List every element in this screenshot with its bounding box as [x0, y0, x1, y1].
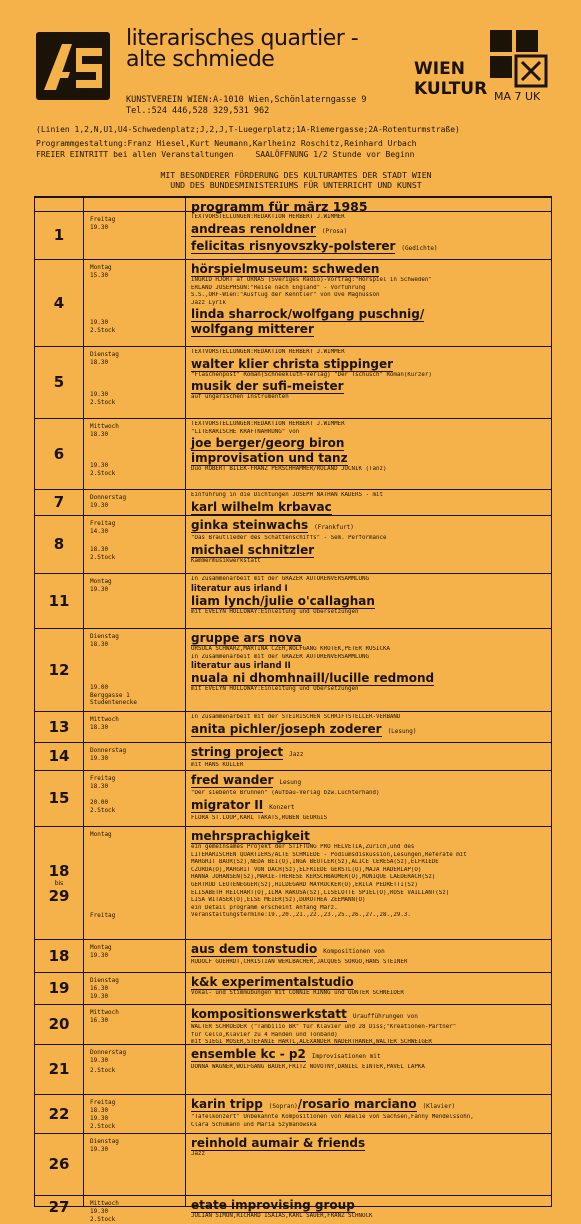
event-headline [191, 1047, 547, 1064]
headline-tag: Konzert [269, 803, 295, 811]
day-value: 18 [48, 946, 70, 965]
event-details [191, 576, 547, 616]
second-time-location: 2.Stock [90, 1216, 116, 1223]
start-time: 18.30 [90, 640, 109, 648]
event-note: mit HANS KOLLER [191, 762, 244, 768]
program-row [35, 770, 551, 827]
weekday: Dienstag [90, 977, 119, 984]
start-time: 19.30 [90, 501, 109, 509]
second-time-location: 18.30 2.Stock [90, 546, 116, 561]
event-note: Kammermusikwerkstatt [191, 557, 261, 564]
program-row [35, 211, 551, 260]
day-number [35, 294, 83, 312]
headline-text: anita pichler/joseph zoderer [191, 721, 382, 736]
start-time: 16.30 [90, 984, 109, 992]
event-note: Jazz [191, 1151, 205, 1157]
second-time-location: Freitag [90, 912, 116, 919]
program-row [35, 711, 551, 743]
event-date-time [90, 775, 182, 790]
event-note: HANNA JOHANSEN(Sz),MARIE-THERESE KERSCHBAUMER(Ö),MONIQUE LAEDERACH(Sz) [191, 874, 436, 881]
kultur-text: KULTUR [414, 79, 488, 99]
event-details [191, 975, 547, 998]
program-row [35, 573, 551, 629]
program-row [35, 826, 551, 940]
title-line-1: literarisches quartier - [126, 26, 359, 51]
event-headline [191, 1136, 547, 1151]
event-date-time [90, 520, 182, 535]
event-headline [191, 222, 547, 239]
day-number [35, 493, 83, 511]
second-time-location: 2.Stock [90, 1067, 116, 1074]
headline-tag: Lesung [279, 779, 302, 786]
headline-tag: (Frankfurt) [314, 524, 354, 531]
headline-text: ensemble kc - p2 [191, 1047, 306, 1061]
weekday: Montag [90, 944, 112, 951]
event-headline [191, 262, 547, 277]
day-value: 21 [48, 1060, 70, 1078]
headline-text: migrator II [191, 797, 264, 812]
address: KUNSTVEREIN WIEN:A-1010 Wien,Schönlaterngasse 9 [126, 95, 367, 105]
headline-text: linda sharrock/wolfgang puschnig/ [191, 307, 425, 322]
support-line-2: UND DES BUNDESMINISTERIUMS FÜR UNTERRICHT UND KUNST [170, 180, 422, 190]
event-note: mit SIEGI MOSER,STEFANIE HARTL,ALEXANDER NADERTHANER,WALTER SCHWEIGER [191, 1039, 432, 1046]
program-row [35, 346, 551, 419]
headline-text: mehrsprachigkeit [191, 829, 310, 843]
second-time-location: 19.00 Berggasse 1 Studentenecke [90, 684, 137, 706]
headline-text: karin tripp [191, 1097, 263, 1111]
headline-text: musik der sufi-meister [191, 379, 344, 394]
start-time: 14.30 [90, 527, 109, 535]
weekday: Freitag [90, 775, 116, 782]
event-note: Clara Schumann und Maria Szymanowska [191, 1121, 317, 1128]
headline-text: andreas renoldner [191, 221, 316, 236]
event-details [191, 1136, 547, 1159]
headline-text: joe berger/georg biron [191, 436, 345, 451]
event-headline [191, 798, 547, 815]
headline-text: reinhold aumair & friends [191, 1136, 366, 1150]
event-details [191, 942, 547, 967]
start-time: 18.30 [90, 723, 109, 731]
weekday: Mittwoch [90, 1200, 119, 1207]
day-value: 15 [48, 789, 70, 807]
event-note: Veranstaltungstermine:19.,20.,21.,22.,23.,25.,26.,27.,28.,29.3. [191, 912, 411, 919]
event-headline [191, 1198, 547, 1213]
start-time: 18.30 [90, 1106, 109, 1114]
headline-tag: (Prosa) [321, 227, 348, 235]
alte-schmiede-logo [36, 32, 110, 100]
event-headline [191, 975, 547, 990]
weekday: Donnerstag [90, 1049, 127, 1056]
event-note: ELISABETH REICHART(Ö),ILMA RAKUSA(Sz),LISELOTTE SPIEL(Ö),ROSE VAILLANT(Sz) [191, 889, 450, 896]
event-details [191, 518, 547, 565]
second-time-location: 19.30 2.Stock [90, 319, 116, 334]
event-details [191, 349, 547, 402]
event-details [191, 421, 547, 474]
day-value: 13 [48, 717, 70, 736]
headline-text: etate improvising group [191, 1198, 355, 1212]
event-date-time [90, 1049, 182, 1064]
event-note: In Zusammenarbeit mit der STEIRISCHEN SCHRIFTSTELLER-VERBAND [191, 714, 401, 720]
event-headline [191, 942, 547, 959]
transport-info [36, 124, 460, 160]
headline-text: felicitas risnyovszky-polsterer [191, 238, 396, 253]
event-note: TEXTVORSTELLUNGEN:REDAKTION HERBERT J.WIMMER [191, 214, 345, 220]
event-headline [191, 1097, 547, 1114]
weekday: Donnerstag [90, 494, 127, 501]
address-block [126, 95, 367, 117]
day-value: 1 [53, 226, 65, 244]
event-details [191, 1198, 547, 1221]
day-value: 22 [48, 1104, 70, 1123]
event-note: mit EVELYN HOLLOWAY:Einleitung und Übersetzungen [191, 608, 359, 615]
entry-line [36, 149, 460, 160]
weekday: Dienstag [90, 351, 119, 358]
event-headline [191, 722, 547, 739]
event-date-time [90, 747, 182, 762]
second-time-location: 20.00 2.Stock [90, 799, 116, 814]
headline-text: walter klier christa stippinger [191, 356, 394, 371]
venue-title [126, 28, 358, 70]
event-note: Einführung in die Dichtungen JOSEPH NATHAN KADERS - mit [191, 492, 383, 498]
event-headline [191, 773, 547, 790]
event-note: CZURDA(Ö),MARGRIT VON DACH(Sz),ELFRIEDE GERSTL(Ö),MAJA HADERLAP(Ö) [191, 866, 422, 873]
event-headline [191, 1007, 547, 1024]
event-date-time [90, 264, 182, 279]
event-details [191, 773, 547, 822]
weekday: Mittwoch [90, 423, 119, 430]
wien-kultur-logo [412, 28, 552, 106]
event-note: WALTER SCHROEDER ("Tambilio BR" für Klavier und 28 Diss;"Kreationen-Partner" [191, 1024, 457, 1030]
phone: Tel.:524 446,528 329,531 962 [126, 106, 270, 116]
day-value: 8 [53, 535, 65, 553]
headline-text: ginka steinwachs [191, 518, 309, 532]
day-value: 11 [48, 591, 70, 610]
headline-tag: (Sopran) [268, 1103, 298, 1110]
event-details [191, 829, 547, 920]
event-headline [191, 631, 547, 646]
event-date-time [90, 977, 182, 992]
day-number [35, 718, 83, 736]
event-details [191, 492, 547, 515]
headline-text: k&k experimentalstudio [191, 975, 354, 989]
day-value-end: 29 [48, 886, 70, 905]
event-date-time [90, 423, 182, 438]
headline-tag: (Gedichte) [401, 244, 438, 252]
headline-tag: Jazz [289, 751, 304, 758]
event-details [191, 1047, 547, 1072]
event-note: INGRID HJORT af ORNÄS (Sveriges Radio)-Vortrag:"Hörspiel in Schweden" [191, 277, 432, 283]
program-table [34, 196, 552, 1223]
event-headline [191, 379, 547, 394]
day-value: 27 [48, 1198, 70, 1216]
organizers: Programmgestaltung:Franz Hiesel,Kurt Neumann,Karlheinz Roschitz,Reinhard Urbach [36, 139, 417, 148]
program-row [35, 1195, 551, 1223]
event-note: "Flaschenpost" Roman(Schneekluth-Verlag) "Der Tschusch" Roman(Kurzer) [191, 371, 432, 378]
program-row [35, 1133, 551, 1196]
headline-text: string project [191, 745, 284, 759]
event-note: mit EVELYN HOLLOWAY:Einleitung und Übersetzungen [191, 686, 359, 693]
program-row [35, 628, 551, 712]
start-time: 19.30 [90, 223, 109, 231]
event-details [191, 262, 547, 337]
event-headline [191, 518, 547, 535]
event-note: auf ungarischen Instrumenten [191, 394, 289, 401]
weekday: Mittwoch [90, 1009, 119, 1016]
start-time: 19.30 [90, 1145, 109, 1153]
event-headline [191, 745, 547, 762]
event-headline [191, 307, 547, 322]
event-details [191, 1007, 547, 1047]
event-note: LITERARISCHEN QUARTIERS/ALTE SCHMIEDE - Podiumsdiskussion,Lesungen,Referate mit [191, 851, 467, 858]
event-date-time [90, 831, 182, 839]
wien-text: WIEN [414, 59, 465, 79]
event-note: Jazz Lyrik [191, 299, 226, 306]
program-row [35, 259, 551, 347]
start-time: 19.30 [90, 754, 109, 762]
event-date-time [90, 494, 182, 509]
event-note: "Der siebente Brunnen" (Aufbau-Verlag bzw.Luchterhand) [191, 790, 380, 796]
start-time: 16.30 [90, 1016, 109, 1024]
day-number [35, 592, 83, 610]
day-number [35, 373, 83, 391]
headline-text: kompositionswerkstatt [191, 1007, 347, 1021]
day-number [35, 979, 83, 997]
headline-text: /rosario marciano [297, 1097, 417, 1111]
day-number [35, 1105, 83, 1123]
day-number [35, 947, 83, 965]
weekday: Montag [90, 831, 112, 838]
event-headline [191, 543, 547, 558]
headline-tag: Kompositionen von [323, 948, 385, 955]
event-note: Vokal- und Stimmübungen mit CONNIE RINNG und GÜNTER SCHNEIDER [191, 990, 404, 996]
program-title: programm für märz 1985 [191, 199, 368, 214]
event-note: S.S.,ORF-Wien:"Ausflug der Kenntler" von Ove Magnusson [191, 292, 380, 299]
weekday: Dienstag [90, 1138, 119, 1145]
headline-text: michael schnitzler [191, 542, 315, 557]
day-value: 19 [48, 979, 70, 997]
event-note: für Cello,Klavier zu 4 Händen und Tonband) [191, 1031, 338, 1038]
event-headline [191, 451, 547, 466]
headline-text: hörspielmuseum: schweden [191, 262, 380, 276]
event-details [191, 214, 547, 256]
day-number [35, 1155, 83, 1173]
second-time-location: 19.30 [90, 993, 109, 1000]
event-note: Duo ROBERT BILEK-FRANZ PERSCHHAMMER/ROLAND JOCNIK (Tanz) [191, 466, 387, 473]
headline-text: fred wander [191, 773, 274, 787]
event-headline [191, 357, 547, 372]
day-number [35, 789, 83, 807]
second-time-location: 19.30 2.Stock [90, 1115, 116, 1130]
second-time-location: 19.30 2.Stock [90, 391, 116, 406]
event-note: GERTRUD LEUTENEGGER(Sz),HILDEGARD MAYRÖCKER(Ö),ERICA PEDRETTI(Sz) [191, 881, 418, 888]
weekday: Montag [90, 264, 112, 271]
event-headline [191, 671, 547, 686]
event-note: MARGRIT BAUR(Sz),NEDA BEI(Ö),INGA BEUTLER(Sz),ALICE CERESA(Sz),ELFRIEDE [191, 859, 439, 866]
event-note: JULIAN SIMON,RICHARD ISAIAS,KARL SAUER,FRANZ SCHNOCK [191, 1213, 373, 1219]
event-date-time [90, 1138, 182, 1153]
headline-text: wolfgang mitterer [191, 322, 314, 337]
event-date-time [90, 216, 182, 231]
day-value: 12 [48, 660, 70, 679]
day-number [35, 862, 83, 905]
start-time: 15.30 [90, 271, 109, 279]
day-number [35, 535, 83, 553]
event-details [191, 1097, 547, 1129]
day-number [35, 661, 83, 679]
event-date-time [90, 1200, 182, 1215]
day-value: 18 [48, 861, 70, 880]
headline-tag: Uraufführungen von [352, 1013, 418, 1020]
headline-text: improvisation und tanz [191, 451, 348, 466]
event-note: FLORA ST.LOUP,KARL TAKATS,RUBEN GEORGIS [191, 814, 328, 821]
program-row [35, 1004, 551, 1045]
event-note: TEXTVORSTELLUNGEN:REDAKTION HERBERT J.WIMMER [191, 421, 345, 427]
event-headline [191, 239, 547, 256]
program-row [35, 515, 551, 574]
program-row [35, 742, 551, 771]
event-note: ein Detail programm erscheint Anfang März. [191, 904, 338, 911]
event-note: TEXTVORSTELLUNGEN:REDAKTION HERBERT J.WIMMER [191, 349, 345, 355]
free-entry: FREIER EINTRITT bei allen Veranstaltungen [36, 150, 234, 159]
headline-text: gruppe ars nova [191, 631, 302, 645]
start-time: 19.30 [90, 1056, 109, 1064]
event-note: "LITERARISCHE KRAFTNAHRUNG" von [191, 428, 300, 435]
event-date-time [90, 351, 182, 366]
event-date-time [90, 633, 182, 648]
event-note: ERLAND JOSEPHSON:"Reise nach England" - Vorführung [191, 284, 366, 291]
doors-open: SAALÖFFNUNG 1/2 Stunde vor Beginn [255, 150, 415, 159]
event-note: URSULA SCHWARZ,MARTINA CZEH,WOLFGANG KROTEK,PETER RUSICKA [191, 646, 390, 652]
event-date-time [90, 944, 182, 959]
day-value: 20 [48, 1015, 70, 1033]
event-note: "Das Brautlieder des Schattenschiffs" - Sem. Performance [191, 535, 387, 541]
headline-text: karl wilhelm krbavac [191, 499, 332, 514]
headline-text: liam lynch/julie o'callaghan [191, 593, 375, 608]
day-number [35, 445, 83, 463]
second-time-location: 19.30 2.Stock [90, 462, 116, 477]
headline-text: nuala ni dhomhnaill/lucille redmond [191, 671, 435, 686]
event-date-time [90, 1099, 182, 1114]
program-row [35, 972, 551, 1005]
ma7-text: MA 7 UK [494, 90, 541, 103]
day-number [35, 226, 83, 244]
event-date-time [90, 716, 182, 731]
program-row [35, 1044, 551, 1095]
program-row [35, 489, 551, 516]
day-range-separator: bis [54, 879, 64, 887]
day-number [35, 747, 83, 765]
day-value: 14 [48, 747, 70, 765]
event-details [191, 745, 547, 770]
event-note: LISA WITASEK(Ö),ELSE MEIER(Sz),DOROTHEA ZEEMANN(Ö) [191, 897, 366, 904]
event-headline [191, 594, 547, 609]
start-time: 19.30 [90, 951, 109, 959]
event-note: In Zusammenarbeit mit der GRAZER AUTORENVERSAMMLUNG [191, 653, 369, 660]
event-subtitle: literatur aus irland II [191, 661, 291, 672]
day-value: 5 [53, 373, 65, 391]
day-number [35, 1060, 83, 1078]
weekday: Donnerstag [90, 747, 127, 754]
day-number [35, 1198, 83, 1216]
program-row [35, 1094, 551, 1134]
event-headline [191, 436, 547, 451]
header [0, 0, 581, 196]
event-note: DONNA WAGNER,WOLFGANG BAUER,FRITZ NOVOTNY,DANIEL EINTER,PAVEL LAPKA [191, 1064, 425, 1070]
weekday: Mittwoch [90, 716, 119, 723]
transport-lines: (Linien 1,2,N,U1,U4-Schwedenplatz;J,2,J,T-Luegerplatz;1A-Riemergasse;2A-Rotenturmstraße) [36, 125, 460, 134]
day-number [35, 1015, 83, 1033]
event-headline [191, 829, 547, 844]
day-value: 7 [53, 493, 65, 511]
event-note: In Zusammenarbeit mit der GRAZER AUTORENVERSAMMLUNG [191, 576, 369, 582]
event-headline [191, 500, 547, 515]
event-note: RUDOLF GOEHRDT,CHRISTIAN WERLBACHER,JACQUES SORGO,HANS STEINER [191, 959, 408, 965]
day-value: 6 [53, 444, 65, 463]
event-headline [191, 322, 547, 337]
start-time: 19.30 [90, 585, 109, 593]
weekday: Freitag [90, 520, 116, 527]
title-line-2: alte schmiede [126, 47, 275, 72]
event-note: "Tafelkonzert" Unbekannte Kompositionen von Amalie von Sachsen,Fanny Mendelssohn, [191, 1114, 474, 1120]
headline-text: aus dem tonstudio [191, 942, 318, 956]
start-time: 18.30 [90, 358, 109, 366]
weekday: Freitag [90, 216, 116, 223]
start-time: 18.30 [90, 430, 109, 438]
program-row [35, 939, 551, 973]
event-note: ein gemeinsames Projekt der STIFTUNG PRO HELVETIA,Zürich,und des [191, 844, 415, 850]
program-row [35, 418, 551, 490]
day-value: 26 [48, 1155, 70, 1173]
headline-tag: Improvisationen mit [311, 1053, 381, 1060]
start-time: 19.30 [90, 1207, 109, 1215]
support-line-1: MIT BESONDERER FÖRDERUNG DES KULTURAMTES DER STADT WIEN [160, 170, 432, 180]
event-details [191, 631, 547, 694]
event-subtitle: literatur aus irland I [191, 583, 288, 594]
weekday: Dienstag [90, 633, 119, 640]
event-date-time [90, 1009, 182, 1024]
start-time: 18.30 [90, 782, 109, 790]
headline-tag: (Klavier) [422, 1103, 456, 1110]
event-details [191, 714, 547, 739]
weekday: Montag [90, 578, 112, 585]
event-date-time [90, 578, 182, 593]
day-value: 4 [53, 293, 65, 312]
weekday: Freitag [90, 1099, 116, 1106]
headline-tag: (Lesung) [387, 727, 417, 735]
